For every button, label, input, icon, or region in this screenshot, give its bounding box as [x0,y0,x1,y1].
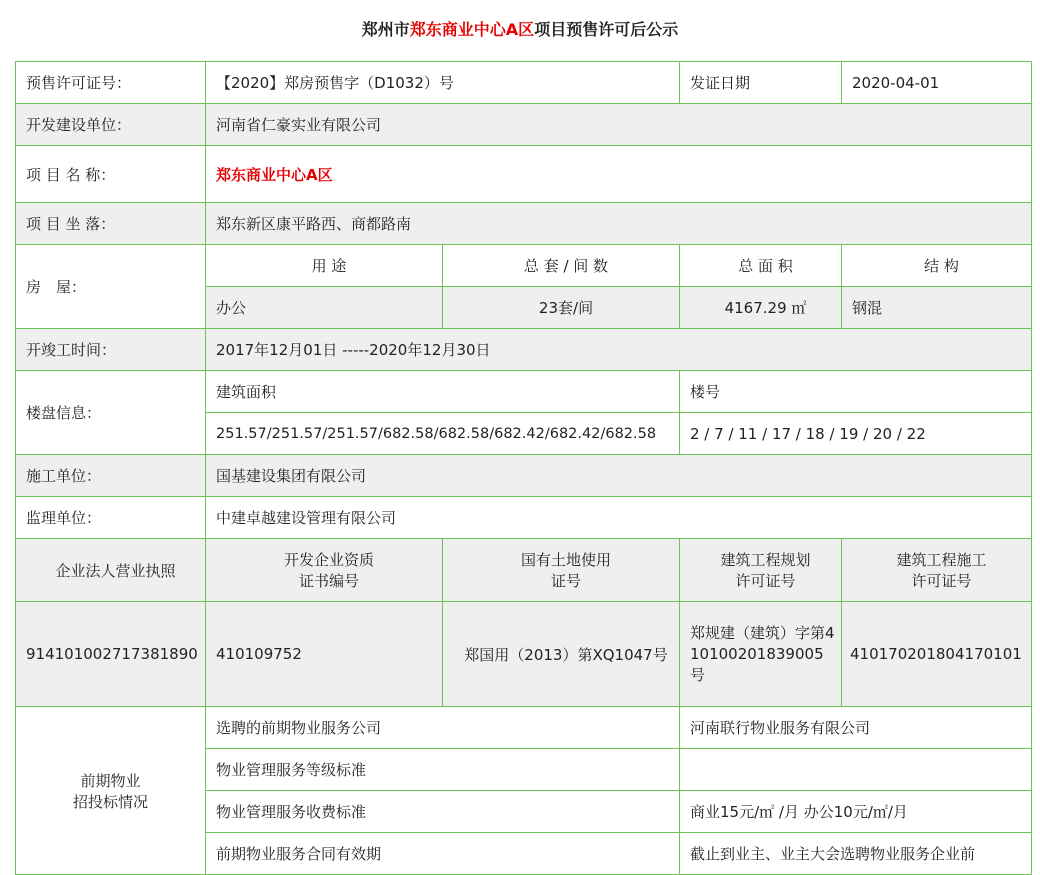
housing-header-structure: 结 构 [842,245,1032,287]
building-areas: 251.57/251.57/251.57/682.58/682.58/682.42/682.42/682.58 [206,413,680,455]
row-permit [16,62,1032,104]
page-title: 郑州市郑东商业中心A区项目预售许可后公示 [361,20,679,39]
housing-header-use: 用 途 [206,245,443,287]
supervisor-label: 监理单位： [16,497,206,539]
row-project-name [16,146,1032,203]
license-header-land: 国有土地使用 证号 [443,539,680,602]
row-license-headers [16,539,1032,602]
license-header-construction: 建筑工程施工 许可证号 [842,539,1032,602]
property-label: 前期物业 招投标情况 [16,707,206,875]
developer-label: 开发建设单位： [16,104,206,146]
license-header-business: 企业法人营业执照 [16,539,206,602]
developer-value: 河南省仁豪实业有限公司 [206,104,1032,146]
location-value: 郑东新区康平路西、商都路南 [206,203,1032,245]
housing-use: 办公 [206,287,443,329]
building-info-label: 楼盘信息： [16,371,206,455]
property-value [680,749,1032,791]
housing-header-area: 总 面 积 [680,245,842,287]
supervisor-value: 中建卓越建设管理有限公司 [206,497,1032,539]
project-name-value: 郑东商业中心A区 [206,146,1032,203]
row-supervisor [16,497,1032,539]
issue-date-value: 2020-04-01 [842,62,1032,104]
license-qualification: 410109752 [206,602,443,707]
property-key: 物业管理服务等级标准 [206,749,680,791]
permit-label: 预售许可证号： [16,62,206,104]
housing-area: 4167.29 ㎡ [680,287,842,329]
row-developer [16,104,1032,146]
property-key: 前期物业服务合同有效期 [206,833,680,875]
license-header-planning: 建筑工程规划 许可证号 [680,539,842,602]
row-contractor [16,455,1032,497]
permit-value: 【2020】郑房预售字（D1032）号 [206,62,680,104]
housing-units: 23套/间 [443,287,680,329]
location-label: 项 目 坐 落： [16,203,206,245]
building-numbers: 2 / 7 / 11 / 17 / 18 / 19 / 20 / 22 [680,413,1032,455]
license-header-qualification: 开发企业资质 证书编号 [206,539,443,602]
property-key: 选聘的前期物业服务公司 [206,707,680,749]
building-area-label: 建筑面积 [206,371,680,413]
contractor-label: 施工单位： [16,455,206,497]
row-building-header [16,371,1032,413]
row-license-values [16,602,1032,707]
presale-table [15,61,1032,875]
row-housing-header [16,245,1032,287]
license-planning: 郑规建（建筑）字第410100201839005号 [680,602,842,707]
license-construction: 410170201804170101 [842,602,1032,707]
row-property-1 [16,707,1032,749]
property-key: 物业管理服务收费标准 [206,791,680,833]
issue-date-label: 发证日期 [680,62,842,104]
housing-structure: 钢混 [842,287,1032,329]
housing-header-units: 总 套 / 间 数 [443,245,680,287]
property-value: 河南联行物业服务有限公司 [680,707,1032,749]
title-project-name: 郑东商业中心A区 [409,20,535,39]
construction-time-value: 2017年12月01日 -----2020年12月30日 [206,329,1032,371]
housing-label: 房 屋： [16,245,206,329]
property-value: 商业15元/㎡ /月 办公10元/㎡/月 [680,791,1032,833]
license-land: 郑国用（2013）第XQ1047号 [443,602,680,707]
license-business: 914101002717381890 [16,602,206,707]
contractor-value: 国基建设集团有限公司 [206,455,1032,497]
project-name-label: 项 目 名 称： [16,146,206,203]
property-value: 截止到业主、业主大会选聘物业服务企业前 [680,833,1032,875]
row-location [16,203,1032,245]
construction-time-label: 开竣工时间： [16,329,206,371]
row-construction-time [16,329,1032,371]
building-no-label: 楼号 [680,371,1032,413]
